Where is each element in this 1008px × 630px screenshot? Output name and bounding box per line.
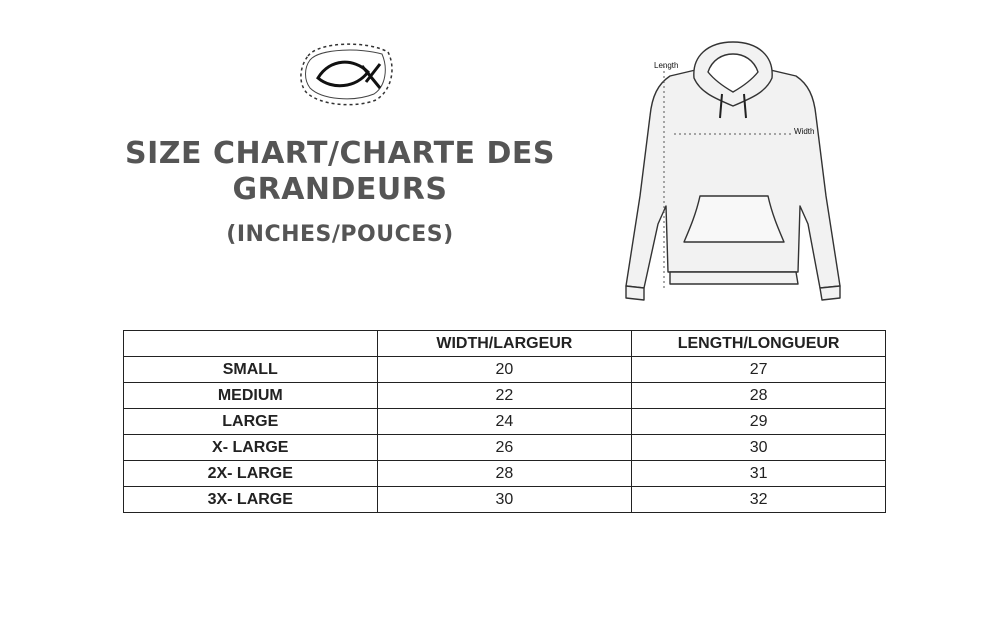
table-row bbox=[124, 357, 886, 383]
width-value: 26 bbox=[377, 435, 632, 461]
table-row bbox=[124, 383, 886, 409]
table-header-row bbox=[124, 331, 886, 357]
size-name: 3X- LARGE bbox=[124, 487, 378, 513]
length-value: 31 bbox=[632, 461, 886, 487]
table-row bbox=[124, 461, 886, 487]
page-title-continued: GRANDEURS bbox=[232, 172, 448, 207]
size-name: LARGE bbox=[124, 409, 378, 435]
length-value: 32 bbox=[632, 487, 886, 513]
length-label: Length bbox=[654, 61, 679, 70]
length-value: 30 bbox=[632, 435, 886, 461]
size-name: 2X- LARGE bbox=[124, 461, 378, 487]
fish-logo-icon bbox=[296, 38, 396, 108]
length-value: 27 bbox=[632, 357, 886, 383]
table-row bbox=[124, 435, 886, 461]
length-value: 28 bbox=[632, 383, 886, 409]
units-subtitle: (INCHES/POUCES) bbox=[226, 222, 454, 247]
width-label: Width bbox=[794, 127, 815, 136]
width-value: 24 bbox=[377, 409, 632, 435]
size-name: SMALL bbox=[124, 357, 378, 383]
header-length: LENGTH/LONGUEUR bbox=[632, 331, 886, 357]
header-size bbox=[124, 331, 378, 357]
size-name: MEDIUM bbox=[124, 383, 378, 409]
width-value: 28 bbox=[377, 461, 632, 487]
header-width: WIDTH/LARGEUR bbox=[377, 331, 632, 357]
width-value: 30 bbox=[377, 487, 632, 513]
width-value: 22 bbox=[377, 383, 632, 409]
hoodie-diagram bbox=[612, 36, 852, 308]
table-row bbox=[124, 409, 886, 435]
length-value: 29 bbox=[632, 409, 886, 435]
size-table bbox=[123, 330, 886, 513]
width-value: 20 bbox=[377, 357, 632, 383]
table-row bbox=[124, 487, 886, 513]
page-title: SIZE CHART/CHARTE DES bbox=[125, 136, 555, 171]
size-name: X- LARGE bbox=[124, 435, 378, 461]
